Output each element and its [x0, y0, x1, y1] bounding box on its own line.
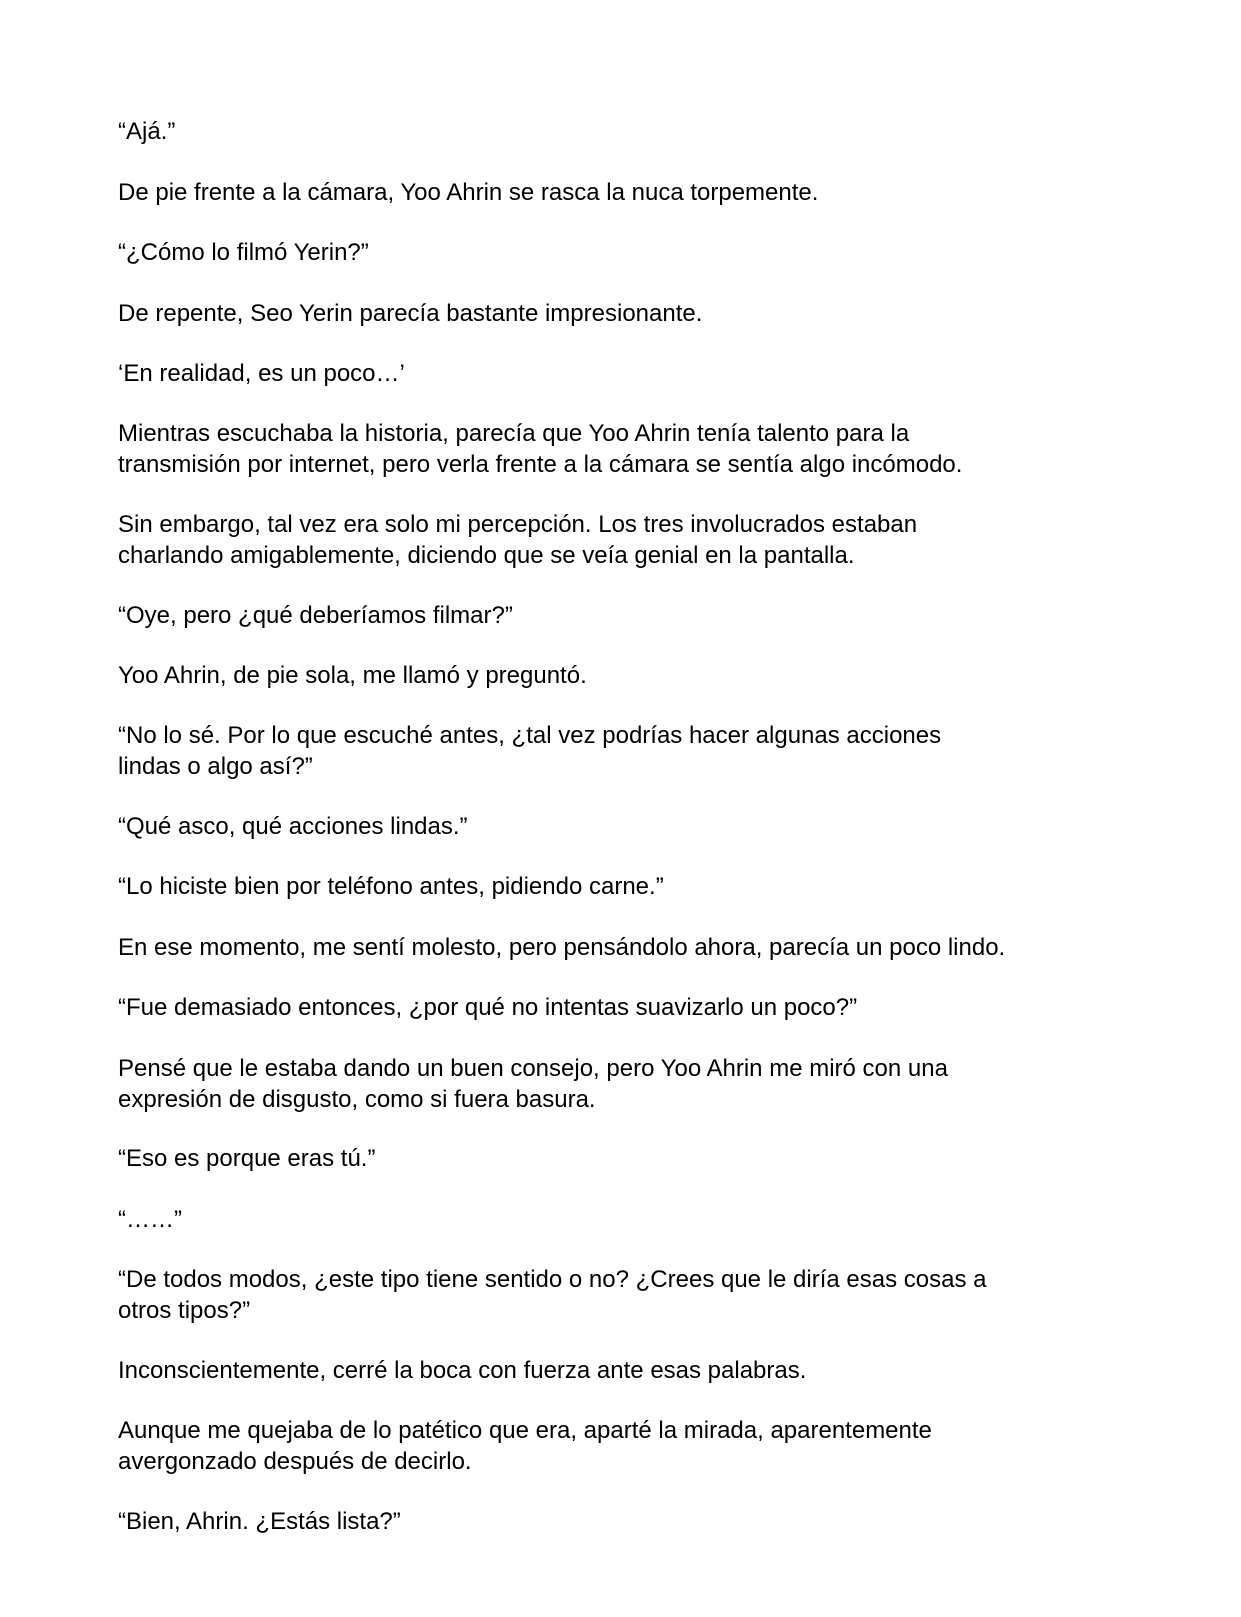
text-line: “¿Cómo lo filmó Yerin?”: [118, 239, 369, 266]
paragraph: [118, 1355, 806, 1386]
text-line: Aunque me quejaba de lo patético que era, aparté la mirada, aparentemente: [118, 1417, 932, 1444]
paragraph: [118, 992, 857, 1023]
text-line: “De todos modos, ¿este tipo tiene sentido o no? ¿Crees que le diría esas cosas a: [118, 1266, 987, 1293]
paragraph: [118, 1204, 182, 1235]
text-line: “Bien, Ahrin. ¿Estás lista?”: [118, 1508, 401, 1535]
text-line: De pie frente a la cámara, Yoo Ahrin se rasca la nuca torpemente.: [118, 179, 819, 206]
paragraph: [118, 811, 468, 842]
paragraph: [118, 1053, 948, 1115]
text-line: Inconscientemente, cerré la boca con fuerza ante esas palabras.: [118, 1357, 807, 1384]
text-line: ‘En realidad, es un poco…’: [118, 360, 405, 387]
text-line: “Oye, pero ¿qué deberíamos filmar?”: [118, 602, 513, 629]
paragraph: [118, 932, 1005, 963]
paragraph: [118, 1506, 401, 1537]
paragraph: [118, 1143, 375, 1174]
text-line: transmisión por internet, pero verla frente a la cámara se sentía algo incómodo.: [118, 451, 963, 478]
paragraph: [118, 1264, 986, 1326]
text-line: “Ajá.”: [118, 118, 176, 145]
text-line: Mientras escuchaba la historia, parecía que Yoo Ahrin tenía talento para la: [118, 420, 910, 447]
text-line: “No lo sé. Por lo que escuché antes, ¿tal vez podrías hacer algunas acciones: [118, 722, 942, 749]
paragraph: [118, 871, 664, 902]
text-line: De repente, Seo Yerin parecía bastante impresionante.: [118, 300, 703, 327]
paragraph: [118, 116, 175, 147]
paragraph: [118, 237, 369, 268]
text-line: Yoo Ahrin, de pie sola, me llamó y preguntó.: [118, 662, 587, 689]
text-line: “……”: [118, 1206, 182, 1233]
text-line: Pensé que le estaba dando un buen consejo, pero Yoo Ahrin me miró con una: [118, 1055, 948, 1082]
text-line: “Lo hiciste bien por teléfono antes, pidiendo carne.”: [118, 873, 664, 900]
paragraph: [118, 177, 818, 208]
text-line: “Qué asco, qué acciones lindas.”: [118, 813, 468, 840]
text-line: charlando amigablemente, diciendo que se veía genial en la pantalla.: [118, 542, 855, 569]
text-line: otros tipos?”: [118, 1297, 251, 1324]
text-line: avergonzado después de decirlo.: [118, 1448, 472, 1475]
paragraph: [118, 1415, 932, 1477]
text-line: “Fue demasiado entonces, ¿por qué no intentas suavizarlo un poco?”: [118, 994, 858, 1021]
paragraph: [118, 600, 513, 631]
paragraph: [118, 418, 962, 480]
paragraph: [118, 720, 941, 782]
text-line: expresión de disgusto, como si fuera basura.: [118, 1086, 596, 1113]
paragraph: [118, 660, 587, 691]
text-line: lindas o algo así?”: [118, 753, 313, 780]
paragraph: [118, 298, 702, 329]
text-line: “Eso es porque eras tú.”: [118, 1145, 376, 1172]
paragraph: [118, 358, 405, 389]
text-line: Sin embargo, tal vez era solo mi percepción. Los tres involucrados estaban: [118, 511, 918, 538]
text-line: En ese momento, me sentí molesto, pero pensándolo ahora, parecía un poco lindo.: [118, 934, 1006, 961]
paragraph: [118, 509, 917, 571]
